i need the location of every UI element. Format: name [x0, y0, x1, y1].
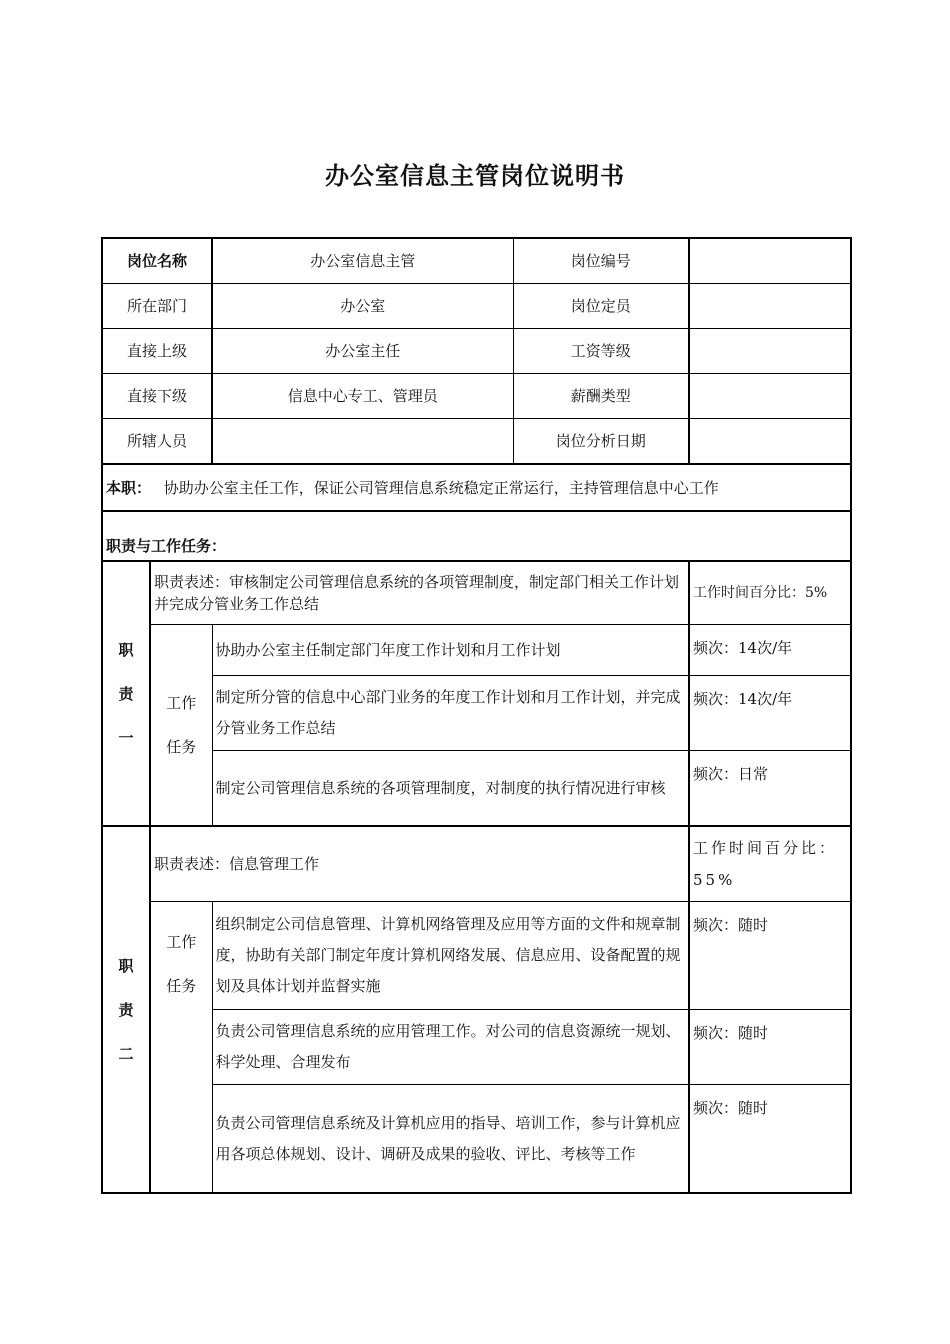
info-label: 直接下级	[102, 374, 212, 419]
task-frequency: 频次：14次/年	[689, 676, 851, 751]
resp2-task-label: 工作 任务	[150, 902, 212, 1194]
info-value	[689, 419, 851, 465]
info-label: 所辖人员	[102, 419, 212, 465]
info-label: 薪酬类型	[513, 374, 689, 419]
task-frequency: 频次：随时	[689, 1085, 851, 1194]
duty-label: 本职：	[106, 478, 152, 497]
info-value: 办公室主任	[212, 329, 513, 374]
resp1-task-row	[102, 625, 851, 676]
task-text: 协助办公室主任制定部门年度工作计划和月工作计划	[212, 625, 689, 676]
resp1-task-label: 工作 任务	[150, 625, 212, 827]
job-info-table	[101, 237, 852, 1194]
task-text: 负责公司管理信息系统的应用管理工作。对公司的信息资源统一规划、科学处理、合理发布	[212, 1010, 689, 1085]
info-value: 信息中心专工、管理员	[212, 374, 513, 419]
info-value	[689, 238, 851, 284]
info-label: 岗位分析日期	[513, 419, 689, 465]
info-row	[102, 284, 851, 329]
resp2-statement-row	[102, 826, 851, 902]
resp1-time-percentage: 工作时间百分比：5%	[689, 561, 851, 625]
info-label: 直接上级	[102, 329, 212, 374]
resp2-label: 职 责 二	[102, 826, 150, 1193]
info-label: 岗位定员	[513, 284, 689, 329]
info-value: 办公室	[212, 284, 513, 329]
info-value	[689, 284, 851, 329]
info-row	[102, 419, 851, 465]
info-value	[689, 329, 851, 374]
job-description-form	[101, 237, 850, 1194]
info-row	[102, 329, 851, 374]
resp2-task-row	[102, 1010, 851, 1085]
task-frequency: 频次：随时	[689, 1010, 851, 1085]
resp1-task-row	[102, 751, 851, 827]
task-text: 组织制定公司信息管理、计算机网络管理及应用等方面的文件和规章制度，协助有关部门制定年度计算机网络发展、信息应用、设备配置的规划及具体计划并监督实施	[212, 902, 689, 1010]
responsibilities-header: 职责与工作任务：	[102, 511, 851, 561]
info-value	[212, 419, 513, 465]
task-text: 制定公司管理信息系统的各项管理制度，对制度的执行情况进行审核	[212, 751, 689, 827]
resp2-statement: 职责表述：信息管理工作	[150, 826, 689, 902]
duty-row	[102, 464, 851, 511]
info-row	[102, 238, 851, 284]
resp1-label: 职 责 一	[102, 561, 150, 826]
task-text: 制定所分管的信息中心部门业务的年度工作计划和月工作计划，并完成分管业务工作总结	[212, 676, 689, 751]
info-row	[102, 374, 851, 419]
info-label: 所在部门	[102, 284, 212, 329]
resp1-statement-row	[102, 561, 851, 625]
resp2-time-percentage: 工作时间百分比：55%	[689, 826, 851, 902]
info-value	[689, 374, 851, 419]
info-label: 岗位编号	[513, 238, 689, 284]
task-frequency: 频次：14次/年	[689, 625, 851, 676]
responsibilities-header-row	[102, 511, 851, 561]
info-value: 办公室信息主管	[212, 238, 513, 284]
page-title: 办公室信息主管岗位说明书	[325, 162, 625, 190]
task-text: 负责公司管理信息系统及计算机应用的指导、培训工作，参与计算机应用各项总体规划、设计、调研及成果的验收、评比、考核等工作	[212, 1085, 689, 1194]
resp2-task-row	[102, 902, 851, 1010]
info-label: 工资等级	[513, 329, 689, 374]
duty-text: 协助办公室主任工作，保证公司管理信息系统稳定正常运行，主持管理信息中心工作	[163, 478, 719, 497]
resp1-task-row	[102, 676, 851, 751]
resp1-statement: 职责表述：审核制定公司管理信息系统的各项管理制度，制定部门相关工作计划并完成分管业务工作总结	[150, 561, 689, 625]
resp2-task-row	[102, 1085, 851, 1194]
info-label: 岗位名称	[102, 238, 212, 284]
task-frequency: 频次：随时	[689, 902, 851, 1010]
task-frequency: 频次：日常	[689, 751, 851, 827]
